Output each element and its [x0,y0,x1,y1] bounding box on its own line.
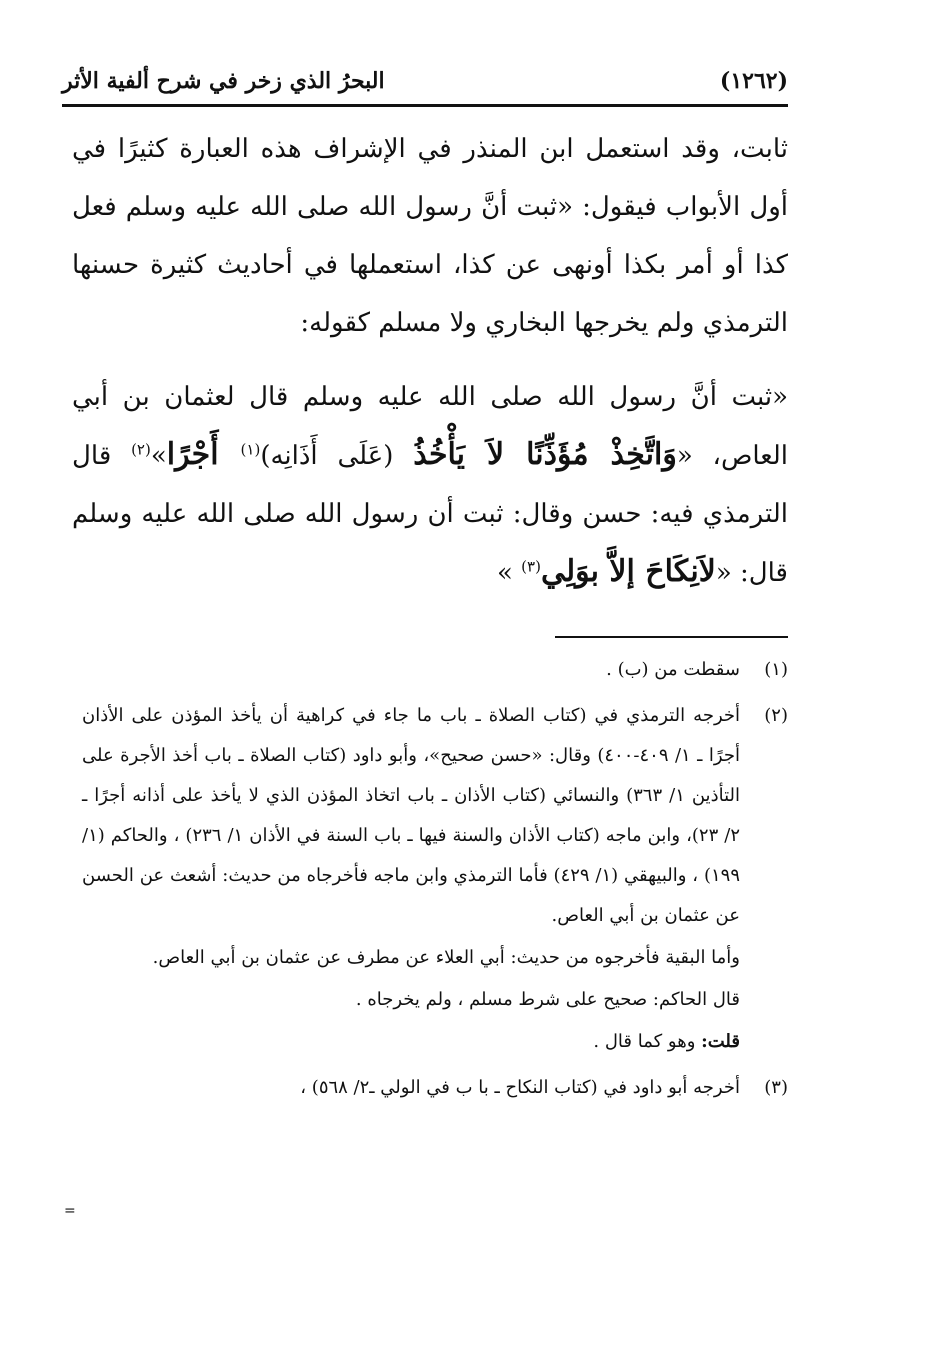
footnote-1 [82,650,788,690]
paragraph-2 [72,368,788,602]
footnote-text: أخرجه الترمذي في (كتاب الصلاة ـ باب ما جاء في كراهية أن يأخذ المؤذن على الأذان أجرًا ـ ١/ ٤٠٩-٤٠٠) وقال: «حسن صحيح»، وأبو داود (كتاب الصلاة ـ باب أخذ الأجرة على التأذين ١/ ٣٦٣) والنسائي (كتاب الأذان ـ باب اتخاذ المؤذن الذي لا يأخذ على أذانه أجرًا ـ ٢/ ٢٣)، وابن ماجه (كتاب الأذان والسنة فيها ـ باب السنة في الأذان ١/ ٢٣٦) ، والحاكم (١/ ١٩٩) ، والبيهقي (١/ ٤٢٩) فأما الترمذي وابن ماجه فأخرجاه من حديث: أشعث عن الحسن عن عثمان بن أبي العاص. [82,705,741,926]
footnote-separator [555,636,788,638]
comment-label: قلت: [701,1031,740,1052]
page-number: (١٢٦٢) [719,68,788,94]
footnote-ref-3[interactable]: (٣) [521,557,541,576]
footnote-subparagraph: وأما البقية فأخرجوه من حديث: أبي العلاء عن مطرف عن عثمان بن أبي العاص. [152,947,740,968]
footnote-text: سقطت من (ب) . [606,659,740,680]
paragraph-2-text-d: قال الترمذي فيه: حسن وقال: ثبت أن رسول الله صلى الله عليه وسلم قال: « [72,441,788,588]
paragraph-1: ثابت، وقد استعمل ابن المنذر في الإشراف هذه العبارة كثيرًا في أول الأبواب فيقول: «ثبت أنَّ رسول الله صلى الله عليه وسلم فعل كذا أو أمر بكذا أونهى عن كذا، استعملها في أحاديث كثيرة حسنها الترمذي ولم يخرجها البخاري ولا مسلم كقوله: [72,134,788,338]
footnote-ref-1[interactable]: (١) [240,440,261,459]
footnote-subparagraph [82,1022,740,1062]
main-text [72,120,788,602]
footnote-number: (٣) [764,1077,788,1098]
page-header [62,58,788,104]
footnote-text: أخرجه أبو داود في (كتاب النكاح ـ با ب في الولي ـ٢/ ٥٦٨) ، [300,1077,740,1098]
header-rule [62,104,788,107]
footnote-2 [82,696,788,1062]
paragraph-2-text-b: (عَلَى أَذَانِه) [260,441,414,471]
footnote-subparagraph: قال الحاكم: صحيح على شرط مسلم ، ولم يخرجاه . [355,989,740,1010]
paragraph-2-text-c: » [150,441,167,471]
hadith-quote-2: أَجْرًا [166,437,241,472]
paragraph-2-text-e: » [497,558,522,588]
footnote-3 [82,1068,788,1108]
footnote-number: (٢) [764,705,788,726]
margin-mark: = [64,1203,76,1219]
footnote-number: (١) [764,659,788,680]
hadith-quote-3: لاَنِكَاحَ إلاَّ بوَلِي [540,554,716,589]
running-title: البحرُ الذي زخر في شرح ألفية الأثر [62,68,385,94]
footnote-body [82,696,740,1062]
paragraph-2-text-a: «ثبت أنَّ رسول الله صلى الله عليه وسلم قال لعثمان بن أبي العاص، « [72,382,788,471]
footnotes [82,650,788,1114]
comment-text: وهو كما قال . [593,1031,702,1052]
hadith-quote-1: وَاتَّخِذْ مُؤَذِّنًا لاَ يَأْخُذُ [413,437,677,472]
footnote-ref-2[interactable]: (٢) [131,440,151,459]
